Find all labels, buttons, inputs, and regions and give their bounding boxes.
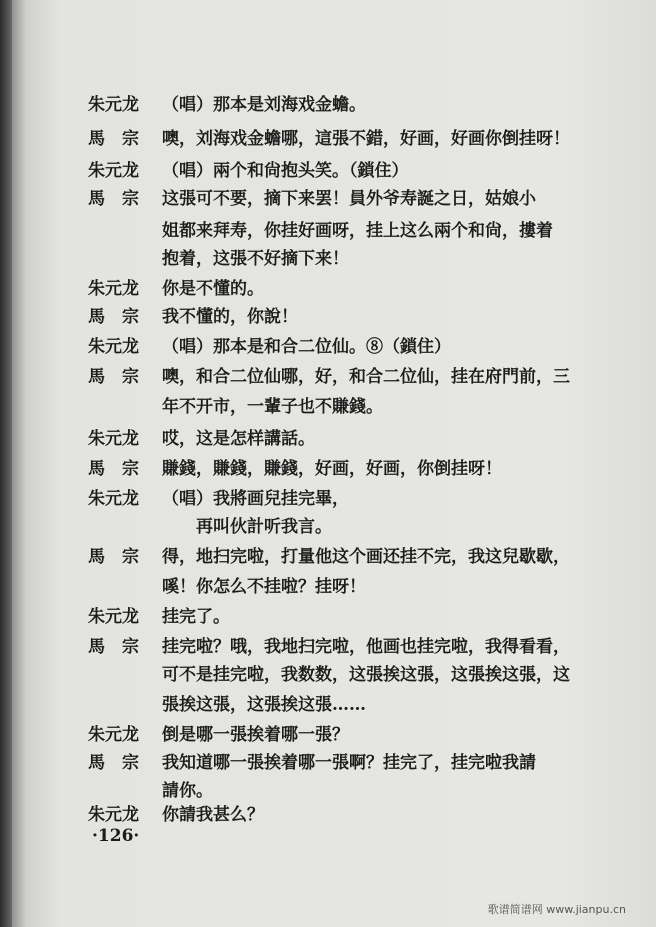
dialogue-text: 噢，和合二位仙哪，好，和合二位仙，挂在府門前，三 bbox=[162, 367, 570, 387]
speaker-name: 馬 宗 bbox=[88, 547, 139, 567]
dialogue-text: 嗘！你怎么不挂啦？挂呀！ bbox=[162, 577, 366, 597]
book-spine bbox=[0, 0, 12, 927]
page-number: ·126· bbox=[92, 826, 140, 846]
dialogue-text: 你請我甚么？ bbox=[162, 805, 264, 825]
speaker-name: 馬 宗 bbox=[88, 129, 139, 149]
dialogue-text: （唱）兩个和尙抱头笑。（鎖住） bbox=[162, 161, 409, 181]
dialogue-text: 可不是挂完啦，我数数，这張挨这張，这張挨这張，这 bbox=[162, 665, 570, 685]
speaker-name: 朱元龙 bbox=[88, 607, 139, 627]
watermark-text: 歌谱简谱网 www.jianpu.cn bbox=[487, 903, 626, 916]
speaker-name: 朱元龙 bbox=[88, 95, 139, 115]
dialogue-text: 賺錢，賺錢，賺錢，好画，好画，你倒挂呀！ bbox=[162, 459, 502, 479]
dialogue-text: 哎，这是怎样講話。 bbox=[162, 429, 315, 449]
speaker-name: 朱元龙 bbox=[88, 337, 139, 357]
speaker-name: 朱元龙 bbox=[88, 161, 139, 181]
speaker-name: 朱元龙 bbox=[88, 489, 139, 509]
speaker-name: 馬 宗 bbox=[88, 459, 139, 479]
dialogue-text: 我不懂的，你說！ bbox=[162, 307, 298, 327]
speaker-name: 馬 宗 bbox=[88, 637, 139, 657]
speaker-name: 朱元龙 bbox=[88, 805, 139, 825]
dialogue-text: 挂完啦？哦，我地扫完啦，他画也挂完啦，我得看看， bbox=[162, 637, 570, 657]
speaker-name: 朱元龙 bbox=[88, 279, 139, 299]
dialogue-text: （唱）那本是刘海戏金蟾。 bbox=[162, 95, 366, 115]
dialogue-text: 倒是哪一張挨着哪一張？ bbox=[162, 725, 349, 745]
dialogue-text: 噢，刘海戏金蟾哪，這張不錯，好画，好画你倒挂呀！ bbox=[162, 129, 570, 149]
speaker-name: 馬 宗 bbox=[88, 367, 139, 387]
dialogue-text: 再叫伙計听我言。 bbox=[162, 517, 332, 537]
dialogue-text: 年不开市，一輩子也不賺錢。 bbox=[162, 397, 383, 417]
speaker-name: 馬 宗 bbox=[88, 307, 139, 327]
dialogue-text: （唱）那本是和合二位仙。⑧（鎖住） bbox=[162, 337, 451, 357]
speaker-name: 朱元龙 bbox=[88, 429, 139, 449]
dialogue-text: 得，地扫完啦，打量他这个画还挂不完，我这兒歇歇， bbox=[162, 547, 570, 567]
speaker-name: 朱元龙 bbox=[88, 725, 139, 745]
dialogue-text: （唱）我將画兒挂完畢， bbox=[162, 489, 349, 509]
dialogue-text: 这張可不要，摘下来罢！員外爷寿誕之日，姑娘小 bbox=[162, 189, 536, 209]
dialogue-text: 我知道哪一張挨着哪一張啊？挂完了，挂完啦我請 bbox=[162, 753, 536, 773]
dialogue-text: 抱着，这張不好摘下来！ bbox=[162, 249, 349, 269]
dialogue-text: 挂完了。 bbox=[162, 607, 230, 627]
speaker-name: 馬 宗 bbox=[88, 753, 139, 773]
dialogue-text: 姐都来拜寿，你挂好画呀，挂上这么兩个和尙，摟着 bbox=[162, 221, 553, 241]
dialogue-text: 請你。 bbox=[162, 781, 213, 801]
dialogue-text: 張挨这張，这張挨这張…… bbox=[162, 695, 366, 715]
speaker-name: 馬 宗 bbox=[88, 189, 139, 209]
dialogue-text: 你是不懂的。 bbox=[162, 279, 264, 299]
